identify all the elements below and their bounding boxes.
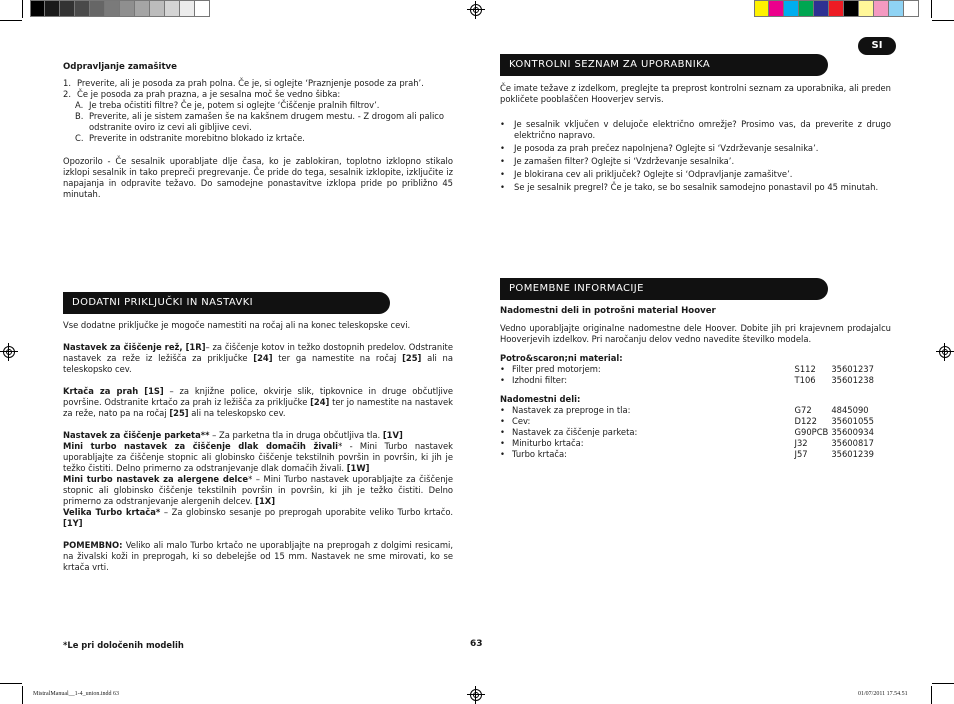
accessories-section: [63, 320, 453, 573]
important-note: POMEMBNO: Veliko ali malo Turbo krtačo ne uporabljajte na preprogah z dolgimi resicami, na živalski koži in preprogah, ki so debelejše od 15 mm. Nastavek ne sme mirovati, ko se krtača vrti.: [63, 540, 453, 572]
checklist-item: • Je blokirana cev ali priključek? Oglejte si ‘Odpravljanje zamašitve’.: [500, 169, 793, 179]
footnote: *Le pri določenih modelih: [63, 640, 184, 650]
crop-mark: [932, 20, 954, 21]
checklist-list: [500, 119, 891, 193]
gray-swatch: [105, 0, 120, 17]
grayscale-calibration-strip: [30, 0, 210, 17]
crop-mark: [931, 686, 932, 704]
troubleshooting-list: [63, 78, 453, 144]
color-swatch: [844, 0, 859, 17]
troubleshooting-section: [63, 62, 453, 200]
color-swatch: [859, 0, 874, 17]
troubleshooting-title: Odpravljanje zamašitve: [63, 62, 177, 72]
color-swatch: [874, 0, 889, 17]
parquet-tool-paragraph: Nastavek za čiščenje parketa** – Za parketna tla in druga občutljiva tla. [1V]: [63, 430, 403, 440]
crevice-tool-paragraph: Nastavek za čiščenje rež, [1R]– za čiščenje kotov in težko dostopnih predelov. Odstranite nastavek za reže iz ležišča za priključke [24] ter ga namestite na ročaj [25] ali na teleskopsko cev.: [63, 342, 453, 374]
color-swatch: [769, 0, 784, 17]
color-swatch: [889, 0, 904, 17]
part-row: • Nastavek za čiščenje parketa: G90PCB 35600934: [500, 427, 874, 437]
big-turbo-paragraph: Velika Turbo krtača* – Za globinsko sesanje po preprogah uporabite veliko Turbo krtačo. [1Y]: [63, 507, 454, 528]
crop-mark: [0, 683, 22, 684]
gray-swatch: [45, 0, 60, 17]
troubleshooting-item: A. Je treba očistiti filtre? Če je, potem si oglejte ‘Čiščenje pralnih filtrov’.: [75, 100, 380, 110]
part-row: • Cev: D122 35601055: [500, 416, 874, 426]
spares-title: Nadomestni deli:: [500, 394, 581, 404]
gray-swatch: [60, 0, 75, 17]
accessories-intro: Vse dodatne priključke je mogoče namestiti na ročaj ali na konec teleskopske cevi.: [63, 320, 411, 330]
gray-swatch: [120, 0, 135, 17]
gray-swatch: [90, 0, 105, 17]
gray-swatch: [150, 0, 165, 17]
gray-swatch: [30, 0, 45, 17]
parts-section: [500, 306, 891, 460]
color-swatch: [904, 0, 919, 17]
checklist-section: [500, 83, 891, 195]
part-row: • Turbo krtača: J57 35601239: [500, 449, 874, 459]
gray-swatch: [75, 0, 90, 17]
part-row: • Nastavek za preproge in tla: G72 4845090: [500, 405, 869, 415]
color-swatch: [754, 0, 769, 17]
checklist-item: • Je zamašen filter? Oglejte si ‘Vzdrževanje sesalnika’.: [500, 156, 735, 166]
troubleshooting-item: 1. Preverite, ali je posoda za prah polna. Če je, si oglejte ‘Praznjenje posode za prah’.: [63, 78, 424, 88]
troubleshooting-item: B. Preverite, ali je sistem zamašen še na kakšnem drugem mestu. - Z drogom ali palico odstranite oviro iz cevi ali gibljive cevi.: [75, 111, 445, 132]
color-swatch: [799, 0, 814, 17]
part-row: • Filter pred motorjem: S112 35601237: [500, 364, 874, 374]
date-slug: 01/07/2011 17.54.51: [858, 691, 908, 697]
color-swatch: [829, 0, 844, 17]
parts-title: Nadomestni deli in potrošni material Hoover: [500, 306, 716, 316]
color-swatch: [784, 0, 799, 17]
crop-mark: [932, 683, 954, 684]
troubleshooting-item: C. Preverite in odstranite morebitno blokado iz krtače.: [75, 133, 305, 143]
gray-swatch: [135, 0, 150, 17]
overheat-warning: Opozorilo - Če sesalnik uporabljate dlje časa, ko je zablokiran, toplotno izklopno stikalo izklopi sesalnik in tako prepreči pregrevanje. Če pride do tega, sesalnik izklopite, izključite iz napajanja in odpravite težavo. Do samodejne ponastavitve izklopa pride po približno 45 minutah.: [63, 156, 453, 199]
language-badge: SI: [858, 37, 896, 55]
mini-turbo-pet-paragraph: Mini turbo nastavek za čiščenje dlak domačih živali* - Mini Turbo nastavek uporabljajte za čiščenje stopnic ali globinsko čiščenje tekstilnih površin in površin, ki jih je težko čistiti. Delno primerno za odstranjevanje dlak domačih živali. [1W]: [63, 441, 453, 473]
checklist-item: • Se je sesalnik pregrel? Če je tako, se bo sesalnik samodejno ponastavil po 45 minutah.: [500, 182, 879, 192]
registration-mark-icon: [469, 3, 483, 17]
checklist-intro: Če imate težave z izdelkom, preglejte ta preprost kontrolni seznam za uporabnika, ali preden pokličete pooblaščen Hooverjev servis.: [500, 83, 891, 104]
registration-mark-icon: [2, 345, 16, 359]
crop-mark: [22, 686, 23, 704]
registration-mark-icon: [938, 345, 952, 359]
part-row: • Miniturbo krtača: J32 35600817: [500, 438, 874, 448]
registration-mark-icon: [469, 688, 483, 702]
file-slug: MistralManual__1-4_union.indd 63: [33, 691, 119, 697]
mini-turbo-allergy-paragraph: Mini turbo nastavek za alergene delce* – Mini Turbo nastavek uporabljajte za čiščenje stopnic ali globinsko čiščenje tekstilnih površin in površin, ki jih je težko čistiti. Delno primerno za odstranjevanje alergenih delcev. [1X]: [63, 474, 453, 506]
spares-table: [500, 405, 891, 460]
dusting-brush-paragraph: Krtača za prah [1S] – za knjižne police, okvirje slik, tipkovnice in druge občutljive površine. Odstranite krtačo za prah iz ležišča za priključke [24] ter jo namestite na nastavek za reže, nato pa na ročaj [25] ali na teleskopsko cev.: [63, 386, 453, 418]
section-header-accessories: DODATNI PRIKLJUČKI IN NASTAVKI: [63, 292, 390, 314]
troubleshooting-item: 2. Če je posoda za prah prazna, a je sesalna moč še vedno šibka:: [63, 89, 341, 99]
color-swatch: [814, 0, 829, 17]
checklist-item: • Je posoda za prah prečez napolnjena? Oglejte si ‘Vzdrževanje sesalnika’.: [500, 143, 819, 153]
checklist-item: • Je sesalnik vključen v delujoče električno omrežje? Prosimo vas, da preverite z drugo električno napravo.: [500, 119, 891, 140]
crop-mark: [22, 0, 23, 18]
parts-intro: Vedno uporabljajte originalne nadomestne dele Hoover. Dobite jih pri krajevnem prodajalcu Hooverjevih izdelkov. Pri naročanju delov vedno navedite številko modela.: [500, 323, 891, 344]
gray-swatch: [165, 0, 180, 17]
consumables-table: [500, 364, 891, 386]
crop-mark: [931, 0, 932, 18]
gray-swatch: [180, 0, 195, 17]
consumables-title: Potro&scaron;ni material:: [500, 353, 623, 363]
section-header-checklist: KONTROLNI SEZNAM ZA UPORABNIKA: [500, 54, 828, 76]
page-number: 63: [470, 639, 483, 649]
section-header-information: POMEMBNE INFORMACIJE: [500, 278, 828, 300]
gray-swatch: [195, 0, 210, 17]
part-row: • Izhodni filter: T106 35601238: [500, 375, 874, 385]
crop-mark: [0, 20, 22, 21]
color-calibration-strip: [754, 0, 919, 17]
